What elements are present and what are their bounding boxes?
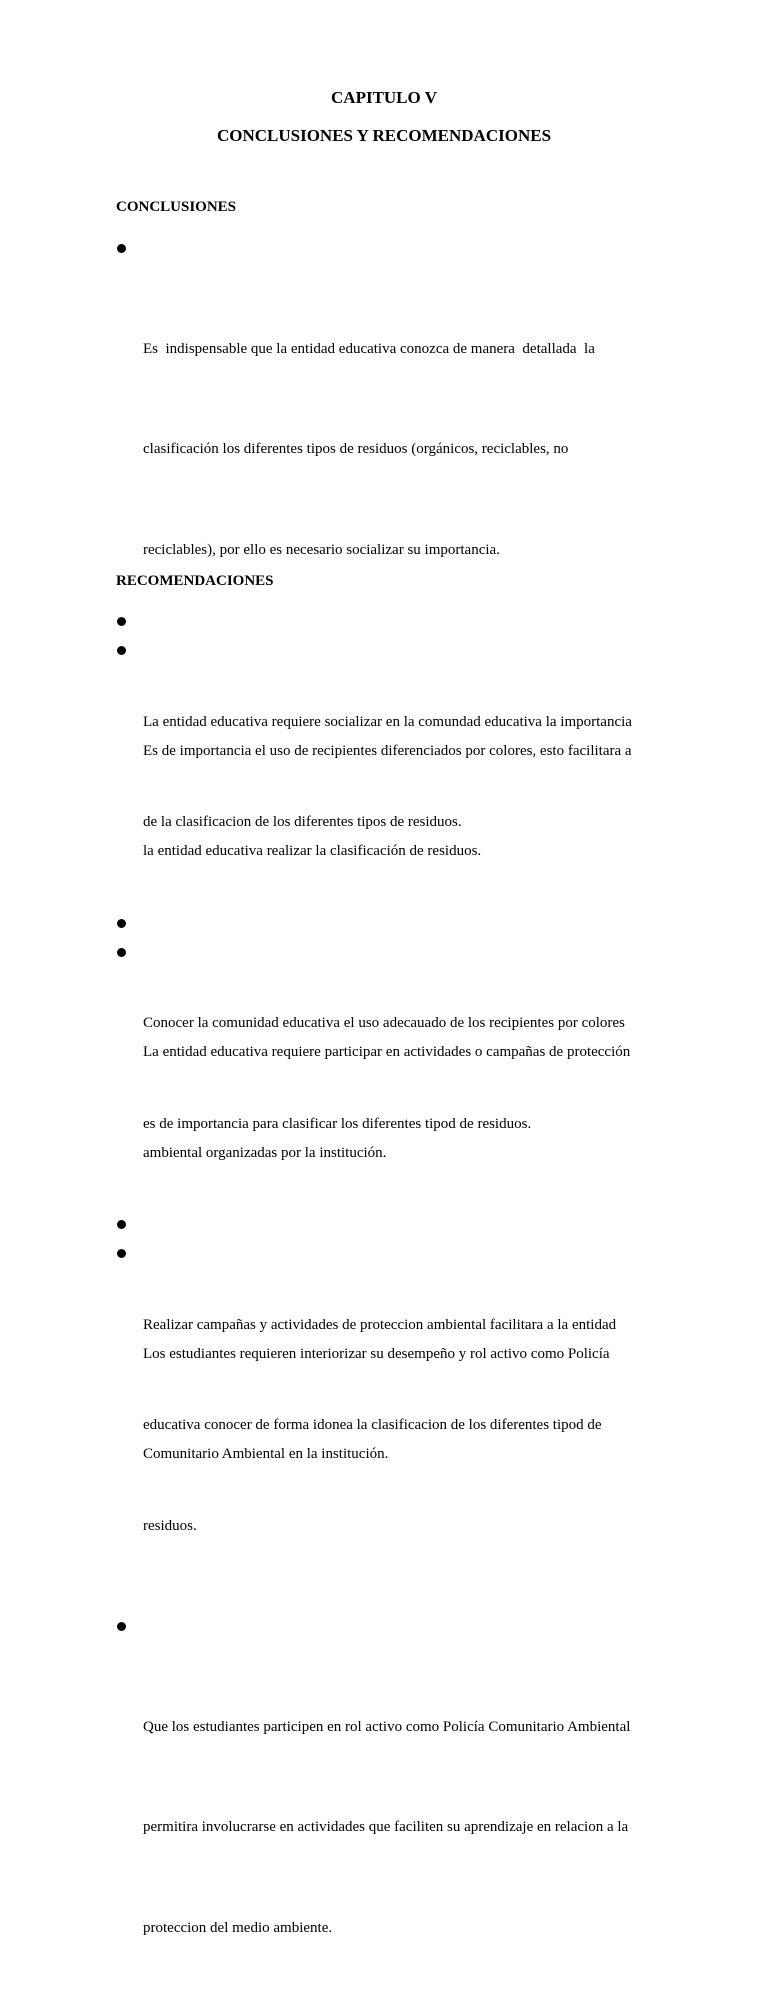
text-line: Es de importancia el uso de recipientes diferenciados por colores, esto facilitara a [143,742,632,759]
text-line: La entidad educativa requiere participar en actividades o campañas de protección [143,1044,631,1060]
text-line: la entidad educativa realizar la clasificación de residuos. [143,843,482,859]
text-line: ambiental organizadas por la institución. [143,1144,387,1161]
recommendations-heading: RECOMENDACIONES [116,573,274,589]
text-line: Comunitario Ambiental en la institución. [143,1446,389,1462]
recommendation-item [116,907,656,1209]
chapter-number: CAPITULO V [331,88,437,107]
text-line: residuos. [143,1517,197,1534]
recommendations-list [116,605,656,2012]
bullet-icon [117,1622,126,1631]
recommendation-item [116,1208,656,1610]
recommendation-item [116,1610,656,2012]
text-line: clasificación los diferentes tipos de residuos (orgánicos, reciclables, no [143,441,569,457]
text-line: reciclables), por ello es necesario socializar su importancia. [143,541,500,558]
conclusions-heading: CONCLUSIONES [116,199,237,215]
text-line: Los estudiantes requieren interiorizar su desempeño y rol activo como Policía [143,1345,610,1362]
text-line: proteccion del medio ambiente. [143,1919,333,1936]
text-line: es de importancia para clasificar los diferentes tipod de residuos. [143,1115,532,1132]
bullet-icon [117,244,126,253]
recommendation-item [116,605,656,907]
text-line: de la clasificacion de los diferentes tipos de residuos. [143,814,462,830]
text-line: educativa conocer de forma idonea la clasificacion de los diferentes tipod de [143,1417,602,1433]
text-line: La entidad educativa requiere socializar en la comundad educativa la importancia [143,713,632,730]
bullet-icon [117,617,126,626]
text-line: Que los estudiantes participen en rol activo como Policía Comunitario Ambiental [143,1718,631,1735]
text-line: Conocer la comunidad educativa el uso adecauado de los recipientes por colores [143,1015,625,1031]
text-line: Realizar campañas y actividades de proteccion ambiental facilitara a la entidad [143,1316,617,1333]
chapter-title: CONCLUSIONES Y RECOMENDACIONES [216,126,552,145]
bullet-icon [117,1220,126,1229]
text-line: Es indispensable que la entidad educativa conozca de manera detallada la [143,340,595,357]
bullet-icon [117,919,126,928]
text-line: permitira involucrarse en actividades que faciliten su aprendizaje en relacion a la [143,1819,629,1835]
